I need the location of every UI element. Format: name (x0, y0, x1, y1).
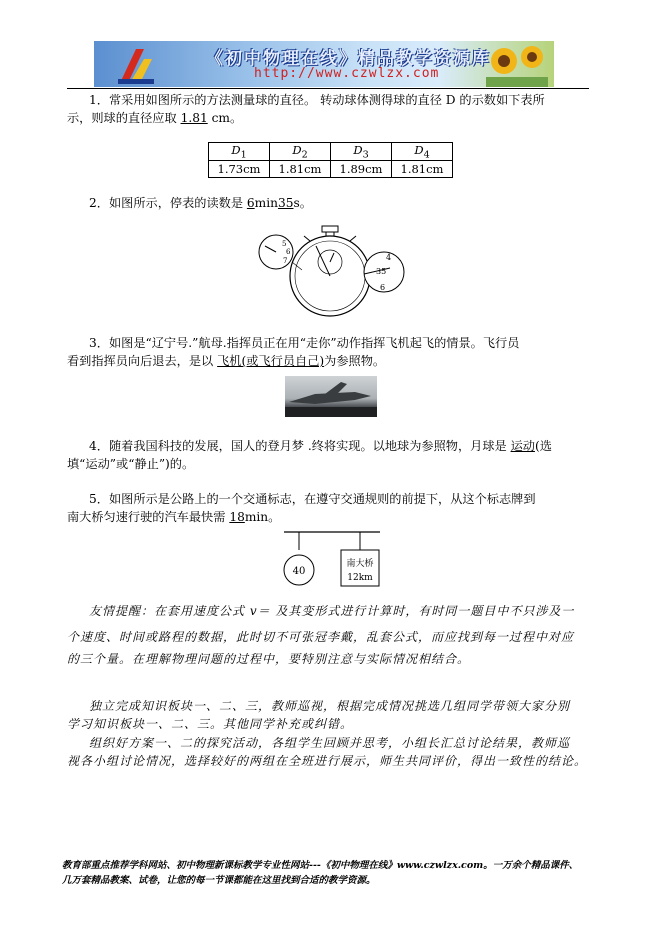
dial-label: 6 (380, 283, 386, 292)
site-logo-icon (114, 45, 158, 85)
q5-line2 (67, 508, 280, 526)
small-dial-label: 5 (282, 240, 287, 248)
q5-answer: 18 (229, 510, 245, 524)
teaching-line4: 视各小组讨论情况，选择较好的两组在全班进行展示，师生共同评价，得出一致性的结论。 (67, 754, 588, 768)
aircraft-photo (285, 376, 377, 417)
footer-line1: 教育部重点推荐学科网站、初中物理新课标教学专业性网站---《初中物理在线》www.czwlzx.com。一万余个精品课件、 (62, 860, 579, 871)
q5-prompt: 南大桥匀速行驶的汽车最快需 (67, 510, 230, 524)
banner-title: 《初中物理在线》精品教学资源库 (206, 49, 491, 69)
q4-option-start: (选 (534, 439, 552, 453)
q1-line1: 1．常采用如图所示的方法测量球的直径。 转动球体测得球的直径 D 的示数如下表所 (89, 93, 545, 107)
hint-line3: 的三个量。在理解物理问题的过程中，要特别注意与实际情况相结合。 (67, 652, 471, 666)
sign-distance: 12km (347, 573, 373, 583)
table-cell: 1.73cm (209, 161, 270, 178)
speed-limit-value: 40 (292, 566, 306, 577)
q2-answer-s: 35 (277, 196, 294, 210)
page-footer (62, 858, 602, 888)
q1-unit: cm。 (207, 111, 243, 125)
q3-prompt: 看到指挥员向后退去，是以 (67, 354, 218, 368)
banner-url[interactable]: http://www.czwlzx.com (254, 66, 440, 81)
header-rule (67, 88, 589, 89)
small-dial-label: 6 (286, 248, 291, 256)
q2-answer-min: 6 (246, 196, 255, 210)
table-header: $D_3$ (331, 143, 392, 161)
sign-place-name: 南大桥 (346, 559, 374, 569)
q3-suffix: 为参照物。 (324, 354, 386, 368)
table-header: $D_4$ (392, 143, 453, 161)
q2-prompt: 2．如图所示，停表的读数是 (89, 196, 247, 210)
sunflower-image (486, 43, 548, 87)
q1-prompt: 示，则球的直径应取 (67, 111, 181, 125)
q3-answer: 飞机(或飞行员自己) (217, 354, 325, 368)
q1-line2 (67, 109, 242, 127)
q4-line1 (89, 437, 552, 455)
hint-line2: 个速度、时间或路程的数据，此时切不可张冠李戴，乱套公式，而应找到每一过程中对应 (67, 630, 575, 644)
table-header: $D_1$ (209, 143, 270, 161)
traffic-sign-figure (282, 529, 382, 589)
dial-label: 35 (376, 267, 387, 276)
header-banner (94, 41, 554, 87)
table-cell: 1.81cm (392, 161, 453, 178)
q2-min-unit: min (254, 196, 278, 210)
q1-answer: 1.81 (180, 111, 208, 125)
teaching-line2: 学习知识板块一、二、三。其他同学补充或纠错。 (67, 717, 354, 731)
q2-s-unit: s。 (293, 196, 312, 210)
dial-label: 4 (386, 253, 392, 262)
q4-prompt: 4．随着我国科技的发展，国人的登月梦 .终将实现。以地球为参照物，月球是 (89, 439, 511, 453)
hint-line1: 友情提醒：在套用速度公式 v＝ 及其变形式进行计算时，有时同一题目中不只涉及一 (89, 604, 575, 618)
stopwatch-figure (256, 222, 406, 320)
q4-answer: 运动 (510, 439, 535, 453)
diameter-table (208, 142, 453, 178)
table-cell: 1.81cm (270, 161, 331, 178)
small-dial-label: 7 (283, 257, 288, 265)
q4-line2: 填“运动”或“静止”)的。 (67, 457, 195, 471)
table-header: $D_2$ (270, 143, 331, 161)
q5-line1: 5．如图所示是公路上的一个交通标志，在遵守交通规则的前提下，从这个标志牌到 (89, 492, 536, 506)
q3-line1: 3．如图是“辽宁号.”航母.指挥员正在用“走你”动作指挥飞机起飞的情景。飞行员 (89, 336, 520, 350)
footer-line2: 几万套精品教案、试卷，让您的每一节课都能在这里找到合适的教学资源。 (62, 875, 376, 886)
teaching-line1: 独立完成知识板块一、二、三，教师巡视，根据完成情况挑选几组同学带领大家分别 (89, 699, 571, 713)
table-cell: 1.89cm (331, 161, 392, 178)
q2-line (89, 194, 312, 212)
q5-unit: min。 (244, 510, 281, 524)
q3-line2 (67, 352, 385, 370)
teaching-line3: 组织好方案一、二的探究活动，各组学生回顾并思考，小组长汇总讨论结果，教师巡 (89, 736, 571, 750)
